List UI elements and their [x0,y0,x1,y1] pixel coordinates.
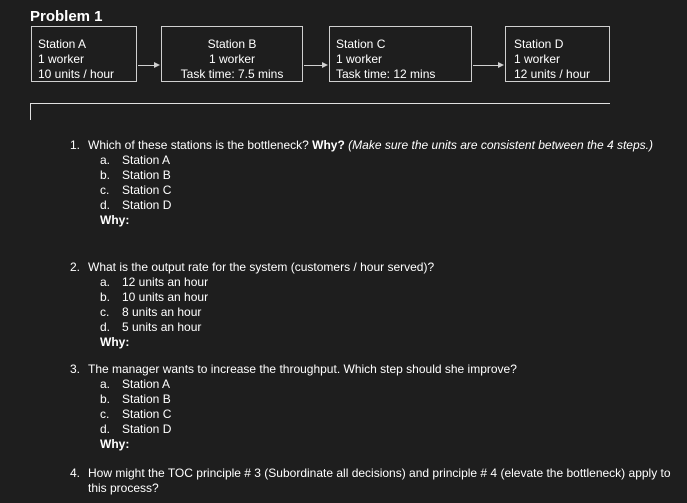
question-1-option-d[interactable]: d. Station D [100,198,172,212]
station-d-name: Station D [514,37,564,51]
question-4-number: 4. [70,466,81,480]
station-a-name: Station A [38,37,87,51]
station-a-rate: 10 units / hour [38,67,115,81]
station-b-box [161,26,303,82]
station-b-name: Station B [207,37,257,51]
question-1 [70,138,670,228]
question-2-option-b[interactable]: b. 10 units an hour [100,290,209,304]
text-cursor-mark [30,103,31,120]
question-2-option-a[interactable]: a. 12 units an hour [100,275,209,289]
station-d-workers: 1 worker [514,52,561,66]
question-1-option-a[interactable]: a. Station A [100,153,171,167]
arrow-b-to-c [304,65,323,66]
station-c-workers: 1 worker [336,52,383,66]
question-4 [70,466,680,496]
station-c-task-time: Task time: 12 mins [336,67,436,81]
question-3 [70,362,670,452]
question-3-text: The manager wants to increase the throughput. Which step should she improve? [88,362,517,376]
station-c-box [329,26,472,82]
question-3-option-b[interactable]: b. Station B [100,392,171,406]
question-3-why-label: Why: [100,437,130,451]
station-b-workers: 1 worker [208,52,255,66]
question-1-option-b[interactable]: b. Station B [100,168,171,182]
station-d-rate: 12 units / hour [514,67,591,81]
station-d-box [505,26,610,82]
question-1-option-c[interactable]: c. Station C [100,183,172,197]
question-2-why-label: Why: [100,335,130,349]
station-b-task-time: Task time: 7.5 mins [180,67,284,81]
question-2-number: 2. [70,260,81,274]
question-3-option-d[interactable]: d. Station D [100,422,172,436]
question-2 [70,260,670,350]
question-1-text [88,138,670,153]
question-2-options [100,275,670,335]
separator-line [30,103,610,104]
arrow-a-to-b [138,65,155,66]
question-4-text: How might the TOC principle # 3 (Subordinate all decisions) and principle # 4 (elevate the bottleneck) apply to this process? [88,466,671,495]
station-a-box [31,26,137,82]
question-1-number: 1. [70,138,81,152]
question-2-option-c[interactable]: c. 8 units an hour [100,305,202,319]
question-3-number: 3. [70,362,81,376]
arrow-c-to-d [473,65,499,66]
question-1-why-prompt: Why? [312,138,345,152]
question-1-options [100,153,670,213]
question-1-text-main: Which of these stations is the bottleneck? [88,138,309,152]
question-1-why-label: Why: [100,213,130,227]
question-2-text: What is the output rate for the system (customers / hour served)? [88,260,435,274]
question-3-option-a[interactable]: a. Station A [100,377,171,391]
station-c-name: Station C [336,37,386,51]
page-title: Problem 1 [30,8,103,25]
question-2-option-d[interactable]: d. 5 units an hour [100,320,202,334]
question-3-options [100,377,670,437]
station-a-workers: 1 worker [38,52,85,66]
question-1-units-note: (Make sure the units are consistent between the 4 steps.) [348,138,653,152]
question-3-option-c[interactable]: c. Station C [100,407,172,421]
